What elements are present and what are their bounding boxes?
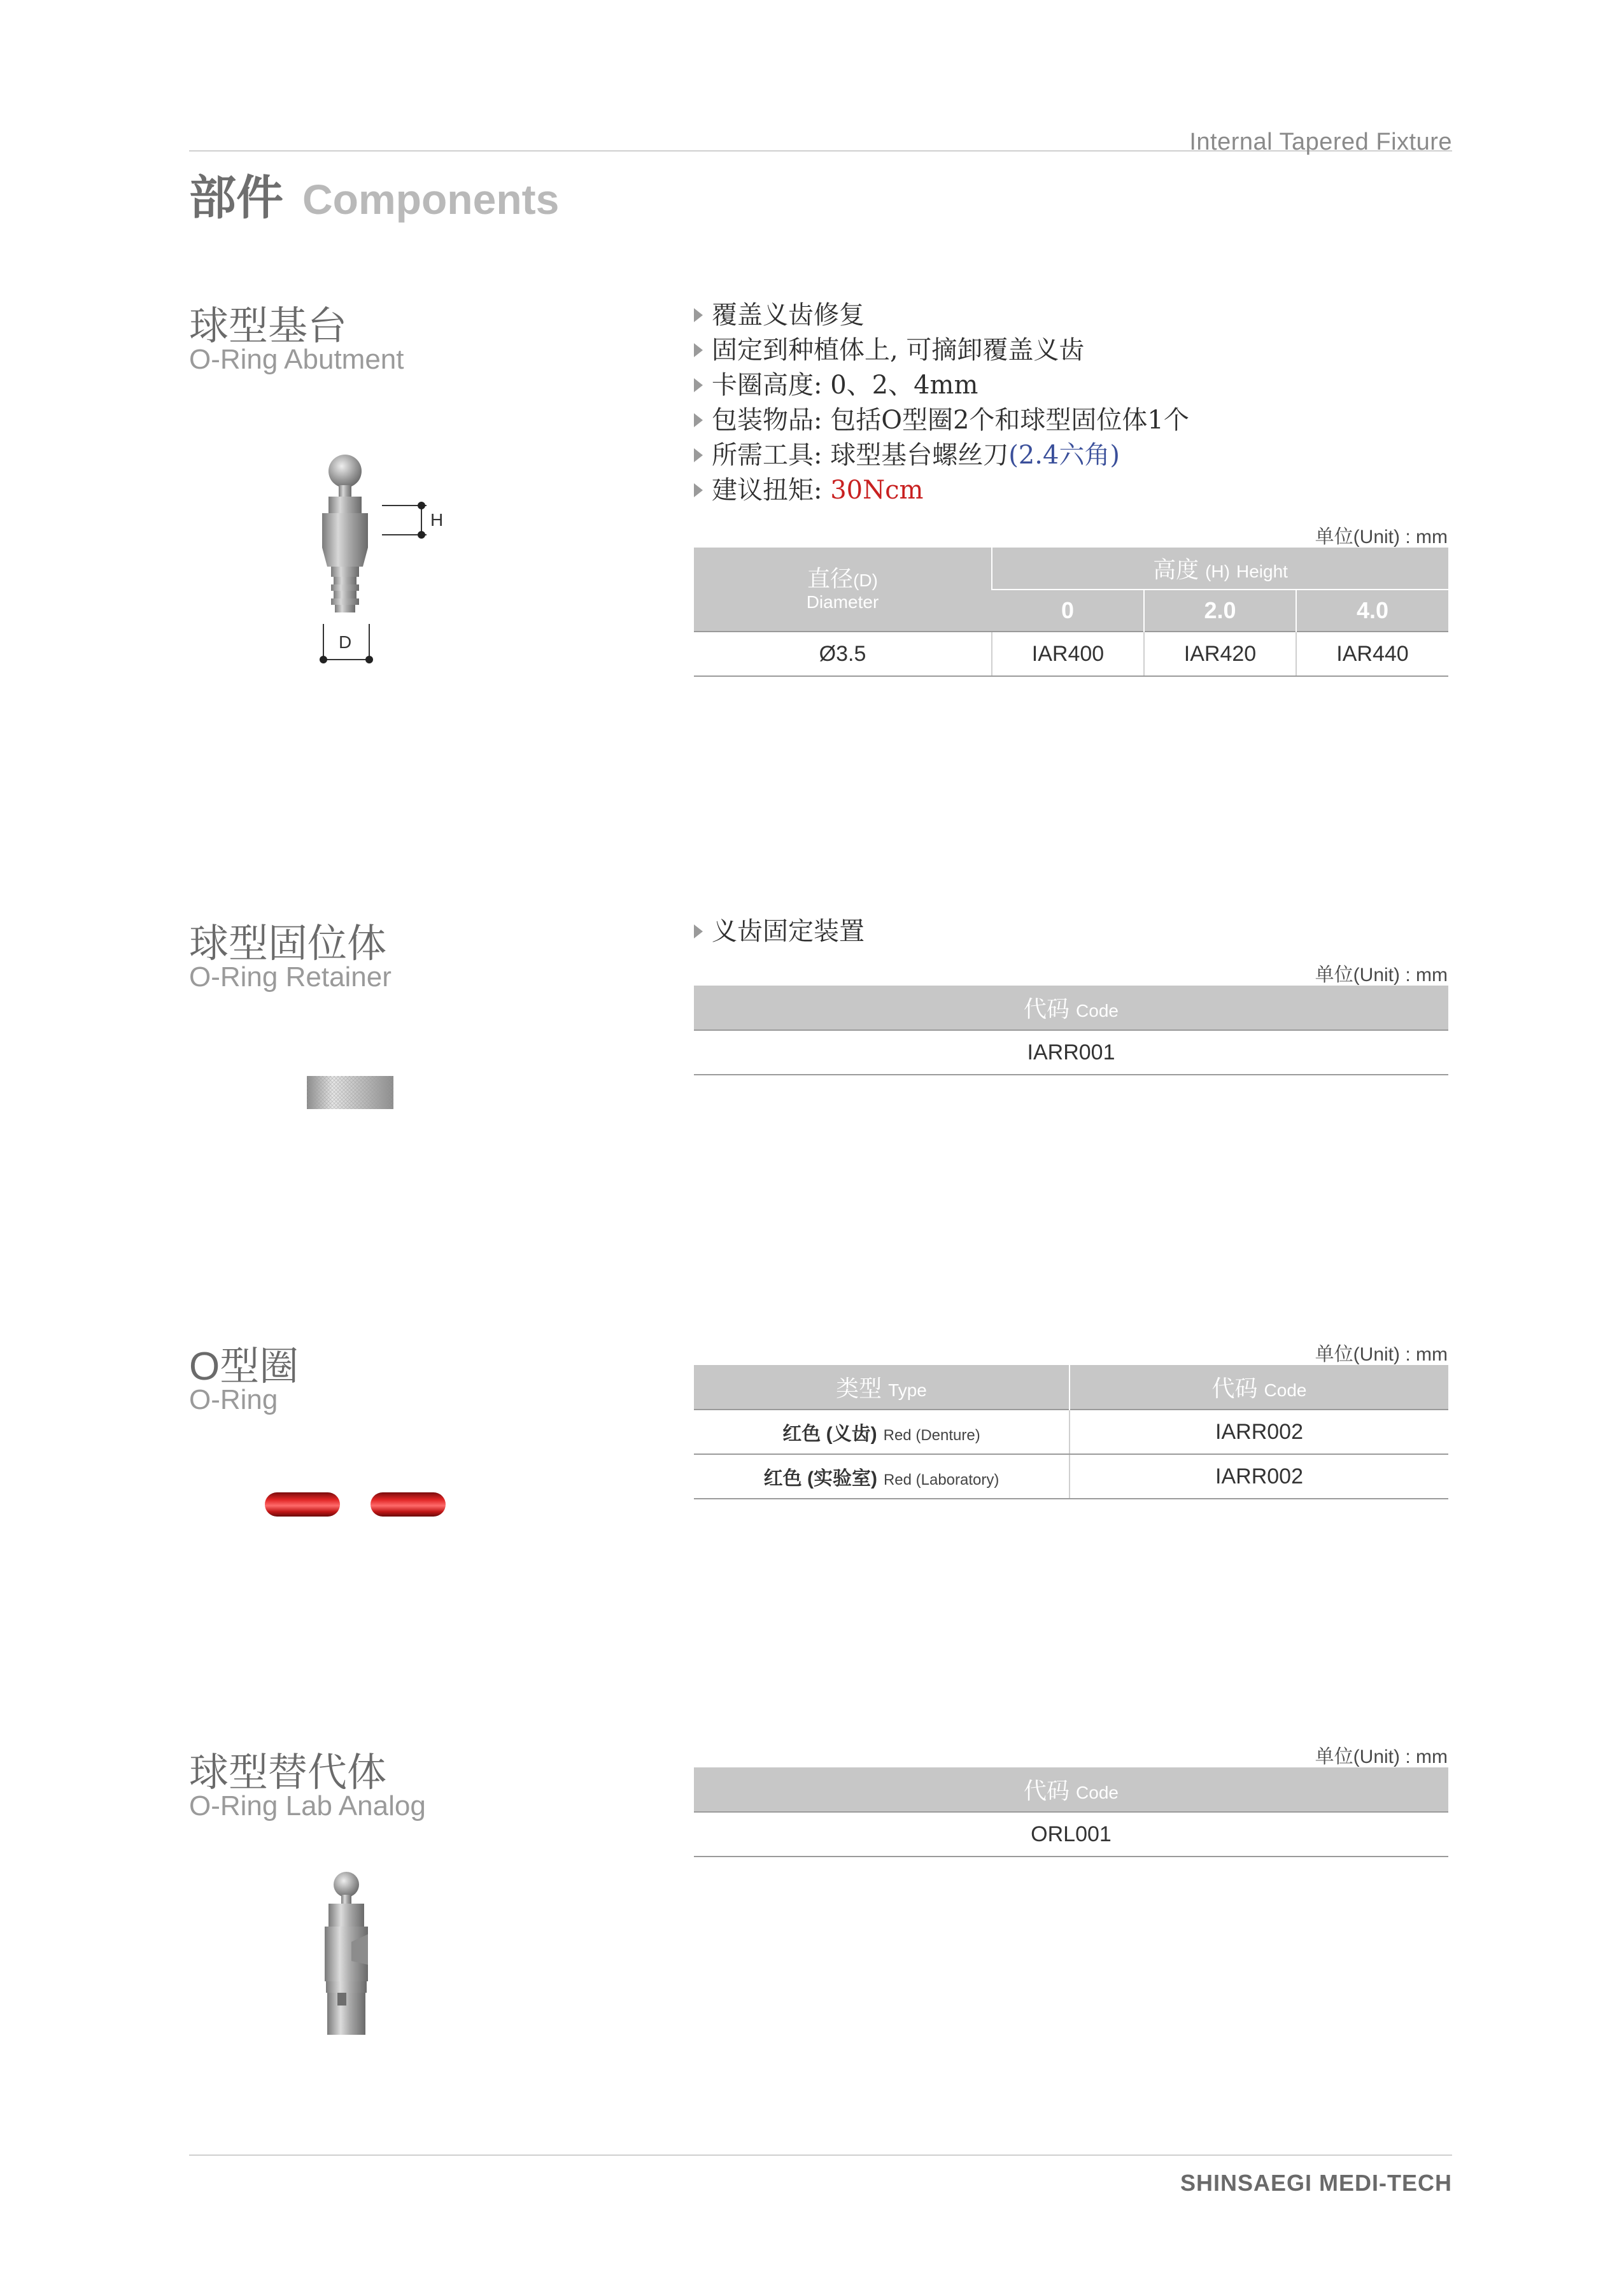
bullet-item: 包装物品: 包括O型圈2个和球型固位体1个 [694, 403, 1189, 438]
table-cell: Ø3.5 [694, 632, 992, 676]
table-row [694, 1454, 1448, 1499]
unit-label: 单位(Unit) : mm [1315, 527, 1448, 548]
retainer-feature-list [694, 914, 865, 949]
dimension-d-label: D [339, 632, 352, 652]
table-cell: IAR420 [1144, 632, 1296, 676]
abutment-title-en: O-Ring Abutment [189, 344, 404, 375]
oring-title-cn: O型圈 [189, 1345, 299, 1389]
bullet-item: 卡圈高度: 0、2、4mm [694, 368, 1189, 403]
height-col-header: 0 [992, 590, 1144, 632]
table-cell: 红色 (义齿) Red (Denture) [694, 1410, 1070, 1454]
footer-brand: SHINSAEGI MEDI-TECH [1180, 2170, 1452, 2196]
analog-title-en: O-Ring Lab Analog [189, 1790, 426, 1822]
bullet-item: 义齿固定装置 [694, 914, 865, 949]
page-title [189, 160, 559, 228]
triangle-bullet-icon [694, 413, 703, 427]
dimension-h-label: H [430, 510, 444, 530]
table-cell: IARR002 [1070, 1454, 1448, 1499]
height-col-header: 4.0 [1296, 590, 1448, 632]
retainer-table [694, 986, 1448, 1075]
torque-value: 30Ncm [830, 476, 924, 505]
table-row [694, 1410, 1448, 1454]
type-header: 类型 Type [694, 1365, 1070, 1410]
triangle-bullet-icon [694, 378, 703, 392]
table-cell: IAR400 [992, 632, 1144, 676]
triangle-bullet-icon [694, 343, 703, 357]
footer-rule [189, 2154, 1452, 2156]
code-header: 代码 Code [1070, 1365, 1448, 1410]
bullet-item: 覆盖义齿修复 [694, 298, 1189, 333]
unit-label: 单位(Unit) : mm [1315, 1746, 1448, 1767]
bullet-item: 建议扭矩: 30Ncm [694, 473, 1189, 508]
page-title-cn: 部件 [189, 171, 283, 224]
height-col-header: 2.0 [1144, 590, 1296, 632]
abutment-table [694, 548, 1448, 677]
oring-title-en: O-Ring [189, 1384, 278, 1415]
triangle-bullet-icon [694, 483, 703, 497]
table-cell: ORL001 [694, 1812, 1448, 1857]
unit-label: 单位(Unit) : mm [1315, 1344, 1448, 1365]
table-cell: 红色 (实验室) Red (Laboratory) [694, 1454, 1070, 1499]
analog-title-cn: 球型替代体 [189, 1751, 387, 1795]
diameter-header: 直径(D) Diameter [694, 548, 992, 632]
analog-table [694, 1767, 1448, 1857]
retainer-title-cn: 球型固位体 [189, 922, 387, 966]
bullet-item: 固定到种植体上, 可摘卸覆盖义齿 [694, 333, 1189, 368]
page-title-en: Components [302, 176, 560, 223]
table-row [694, 1812, 1448, 1857]
table-cell: IARR002 [1070, 1410, 1448, 1454]
triangle-bullet-icon [694, 924, 703, 938]
table-cell: IAR440 [1296, 632, 1448, 676]
abutment-feature-list [694, 298, 1189, 508]
unit-label: 单位(Unit) : mm [1315, 965, 1448, 986]
bullet-item: 所需工具: 球型基台螺丝刀(2.4六角) [694, 438, 1189, 473]
code-header: 代码 Code [694, 986, 1448, 1030]
table-cell: IARR001 [694, 1030, 1448, 1075]
header-subtitle: Internal Tapered Fixture [1189, 129, 1452, 155]
tool-spec: (2.4六角) [1008, 441, 1120, 470]
code-header: 代码 Code [694, 1767, 1448, 1812]
analog-image [318, 1865, 388, 2037]
table-row [694, 632, 1448, 676]
oring-image [261, 1489, 452, 1520]
abutment-image [306, 446, 458, 681]
table-row [694, 1030, 1448, 1075]
retainer-image [306, 1075, 395, 1110]
abutment-title-cn: 球型基台 [189, 304, 348, 348]
triangle-bullet-icon [694, 448, 703, 462]
height-header: 高度 (H) Height [992, 548, 1448, 590]
triangle-bullet-icon [694, 308, 703, 322]
oring-table [694, 1365, 1448, 1499]
retainer-title-en: O-Ring Retainer [189, 961, 392, 993]
